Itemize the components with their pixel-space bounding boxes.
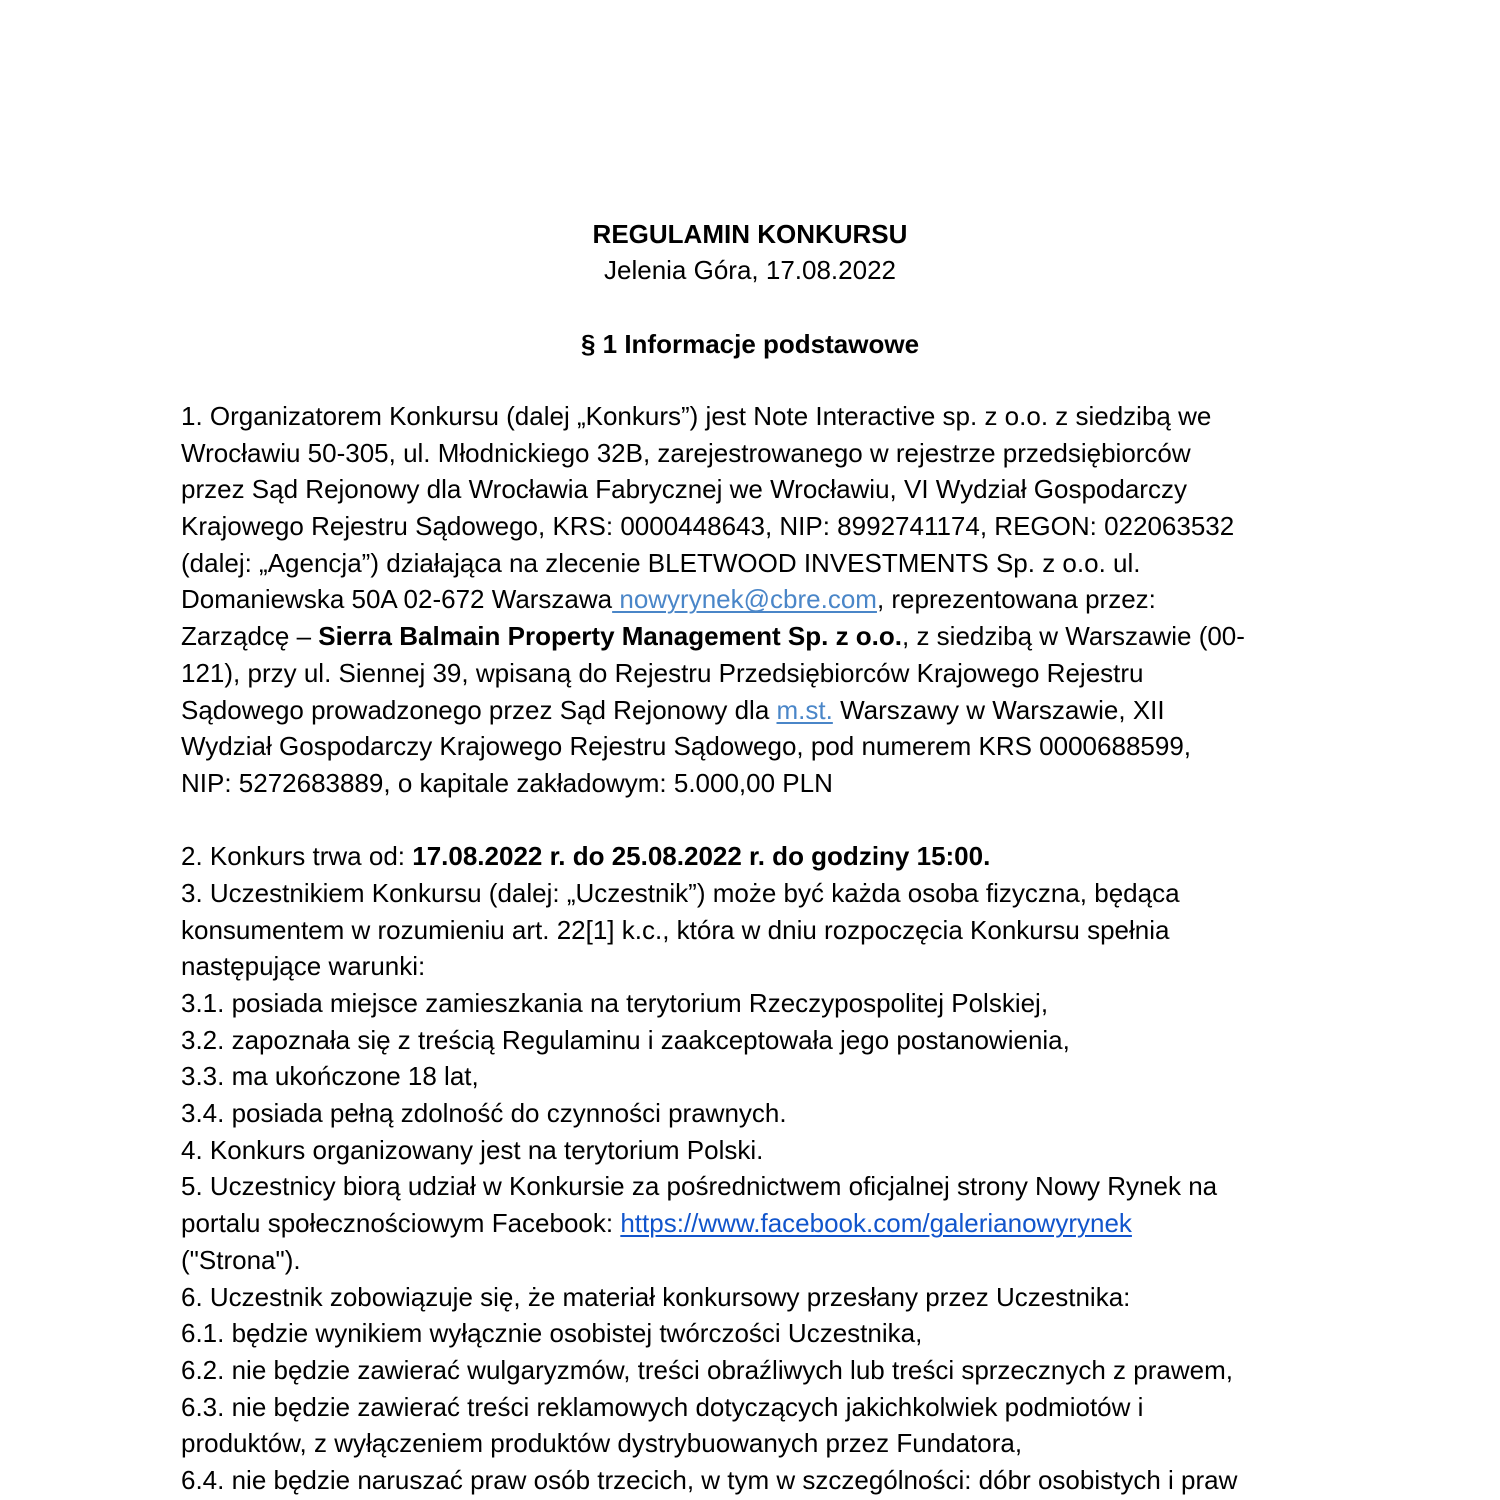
text-span: , z siedzibą w Warszawie (00- bbox=[902, 621, 1245, 652]
text-span: 2. Konkurs trwa od: bbox=[181, 841, 413, 872]
document-title: REGULAMIN KONKURSU bbox=[592, 219, 908, 249]
document-body bbox=[181, 398, 1341, 1499]
sub-item: 6.1. będzie wynikiem wyłącznie osobistej twórczości Uczestnika, bbox=[181, 1318, 923, 1349]
text-line: ("Strona"). bbox=[181, 1244, 301, 1275]
text-line bbox=[181, 1205, 1341, 1242]
text-span: Domaniewska 50A 02-672 Warszawa bbox=[181, 584, 613, 615]
duration-bold: 17.08.2022 r. do 25.08.2022 r. do godziny 15:00. bbox=[412, 841, 991, 872]
text-line bbox=[181, 618, 1341, 655]
text-line: Wrocławiu 50-305, ul. Młodnickiego 32B, zarejestrowanego w rejestrze przedsiębiorców bbox=[181, 437, 1191, 468]
item-participant bbox=[181, 875, 1341, 1132]
text-line: konsumentem w rozumieniu art. 22[1] k.c., która w dniu rozpoczęcia Konkursu spełnia bbox=[181, 914, 1170, 945]
sub-item: 3.4. posiada pełną zdolność do czynności prawnych. bbox=[181, 1098, 787, 1129]
text-line: 1. Organizatorem Konkursu (dalej „Konkurs”) jest Note Interactive sp. z o.o. z siedzibą we bbox=[181, 401, 1212, 431]
sub-item: 6.2. nie będzie zawierać wulgaryzmów, treści obraźliwych lub treści sprzecznych z prawem, bbox=[181, 1354, 1233, 1385]
text-line: Wydział Gospodarczy Krajowego Rejestru Sądowego, pod numerem KRS 0000688599, bbox=[181, 731, 1192, 762]
text-span: Zarządcę – bbox=[181, 621, 319, 652]
place-date: Jelenia Góra, 17.08.2022 bbox=[604, 255, 896, 285]
sub-item: 3.3. ma ukończone 18 lat, bbox=[181, 1061, 479, 1092]
sub-item: 3.2. zapoznała się z treścią Regulaminu i zaakceptowała jego postanowienia, bbox=[181, 1024, 1070, 1055]
text-line: 5. Uczestnicy biorą udział w Konkursie za pośrednictwem oficjalnej strony Nowy Rynek na bbox=[181, 1171, 1218, 1202]
text-line: Krajowego Rejestru Sądowego, KRS: 0000448643, NIP: 8992741174, REGON: 022063532 bbox=[181, 511, 1235, 542]
paragraph-gap bbox=[181, 802, 1341, 839]
item-obligations bbox=[181, 1279, 1341, 1499]
text-line: przez Sąd Rejonowy dla Wrocławia Fabrycznej we Wrocławiu, VI Wydział Gospodarczy bbox=[181, 474, 1187, 505]
text-line bbox=[181, 692, 1341, 729]
email-link[interactable]: nowyrynek@cbre.com bbox=[612, 584, 877, 615]
sub-item: produktów, z wyłączeniem produktów dystrybuowanych przez Fundatora, bbox=[181, 1428, 1023, 1459]
section-heading: § 1 Informacje podstawowe bbox=[580, 329, 920, 359]
company-name-bold: Sierra Balmain Property Management Sp. z o.o. bbox=[318, 621, 903, 652]
text-span: portalu społecznościowym Facebook: bbox=[181, 1208, 621, 1239]
text-line bbox=[181, 581, 1341, 618]
item-participation bbox=[181, 1168, 1341, 1278]
item-territory: 4. Konkurs organizowany jest na terytorium Polski. bbox=[181, 1134, 764, 1165]
text-line: 121), przy ul. Siennej 39, wpisaną do Rejestru Przedsiębiorców Krajowego Rejestru bbox=[181, 657, 1144, 688]
paragraph-organizer bbox=[181, 398, 1341, 802]
text-line: następujące warunki: bbox=[181, 951, 426, 982]
text-line: 6. Uczestnik zobowiązuje się, że materiał konkursowy przesłany przez Uczestnika: bbox=[181, 1281, 1131, 1312]
text-span: , reprezentowana przez: bbox=[876, 584, 1156, 615]
text-line: NIP: 5272683889, o kapitale zakładowym: 5.000,00 PLN bbox=[181, 767, 833, 798]
facebook-link[interactable]: https://www.facebook.com/galerianowyrynek bbox=[620, 1208, 1132, 1239]
text-span: Warszawy w Warszawie, XII bbox=[832, 694, 1165, 725]
sub-item: 6.4. nie będzie naruszać praw osób trzecich, w tym w szczególności: dóbr osobistych i praw bbox=[181, 1464, 1238, 1495]
mst-link[interactable]: m.st. bbox=[776, 694, 833, 725]
item-duration bbox=[181, 838, 1341, 875]
text-line: 3. Uczestnikiem Konkursu (dalej: „Uczestnik”) może być każda osoba fizyczna, będąca bbox=[181, 877, 1180, 908]
text-span: Sądowego prowadzonego przez Sąd Rejonowy dla bbox=[181, 694, 777, 725]
sub-item: 3.1. posiada miejsce zamieszkania na terytorium Rzeczypospolitej Polskiej, bbox=[181, 988, 1049, 1018]
sub-item: 6.3. nie będzie zawierać treści reklamowych dotyczących jakichkolwiek podmiotów i bbox=[181, 1391, 1144, 1422]
text-line: (dalej: „Agencja”) działająca na zlecenie BLETWOOD INVESTMENTS Sp. z o.o. ul. bbox=[181, 547, 1141, 578]
